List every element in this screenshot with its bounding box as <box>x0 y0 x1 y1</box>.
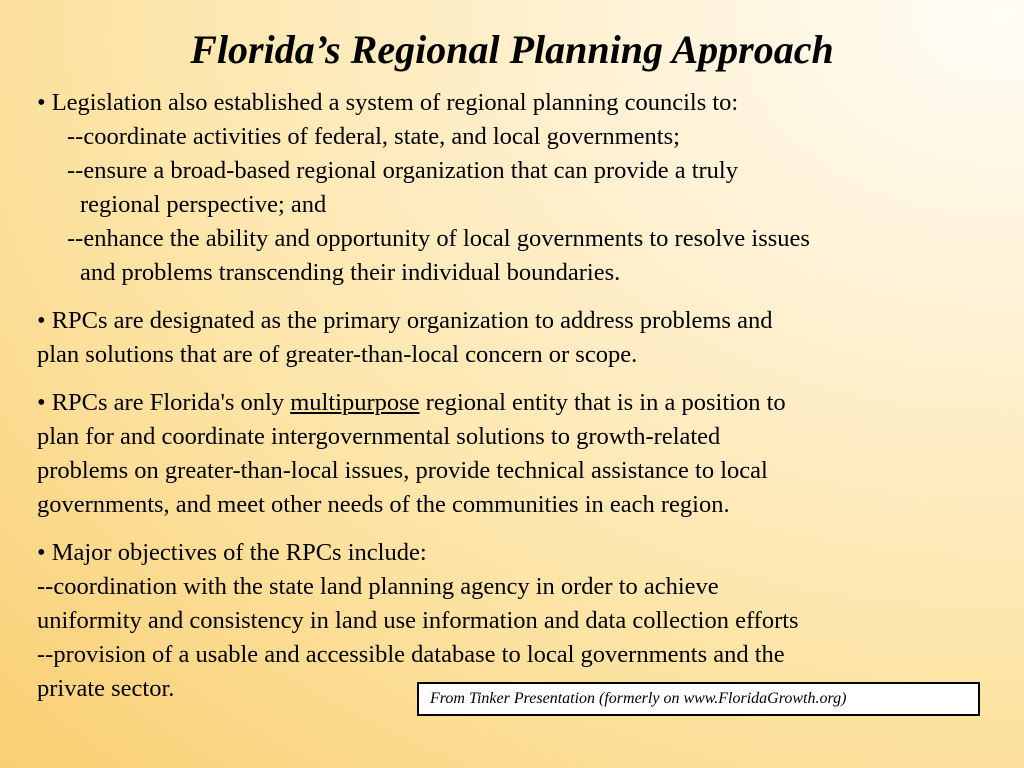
bullet-primary-line-2: plan solutions that are of greater-than-local concern or scope. <box>37 341 638 368</box>
objective-database-line-2: private sector. <box>37 675 175 702</box>
objective-coordination-line-2: uniformity and consistency in land use information and data collection efforts <box>37 607 799 634</box>
slide-content <box>37 86 987 720</box>
bullet-legislation-intro: • Legislation also established a system of regional planning councils to: <box>37 89 739 116</box>
sub-item-ensure-cont: regional perspective; and <box>80 191 327 218</box>
bullet-legislation <box>37 86 987 290</box>
slide-title: Florida’s Regional Planning Approach <box>190 27 834 72</box>
bullet-multipurpose <box>37 386 987 522</box>
sub-item-coordinate: --coordinate activities of federal, state, and local governments; <box>67 123 680 150</box>
bullet-multipurpose-line-4: governments, and meet other needs of the communities in each region. <box>37 491 730 518</box>
bullet-multipurpose-line-2: plan for and coordinate intergovernmental solutions to growth-related <box>37 423 721 450</box>
multipurpose-emphasis: multipurpose <box>290 389 420 416</box>
sub-item-enhance: --enhance the ability and opportunity of local governments to resolve issues <box>67 225 810 252</box>
bullet-multipurpose-line-3: problems on greater-than-local issues, provide technical assistance to local <box>37 457 768 484</box>
objective-coordination-line-1: --coordination with the state land planning agency in order to achieve <box>37 573 719 600</box>
bullet-multipurpose-text-after: regional entity that is in a position to <box>419 389 786 416</box>
bullet-primary-organization <box>37 304 987 372</box>
sub-item-ensure: --ensure a broad-based regional organization that can provide a truly <box>67 157 738 184</box>
source-citation: From Tinker Presentation (formerly on www.FloridaGrowth.org) <box>417 682 980 716</box>
bullet-objectives <box>37 536 987 706</box>
bullet-multipurpose-line-1 <box>37 386 987 420</box>
bullet-multipurpose-text-before: • RPCs are Florida's only <box>37 389 291 416</box>
bullet-primary-line-1: • RPCs are designated as the primary organization to address problems and <box>37 307 773 334</box>
sub-item-enhance-cont: and problems transcending their individual boundaries. <box>80 259 621 286</box>
objective-database-line-1: --provision of a usable and accessible database to local governments and the <box>37 641 785 668</box>
bullet-objectives-intro: • Major objectives of the RPCs include: <box>37 539 427 566</box>
